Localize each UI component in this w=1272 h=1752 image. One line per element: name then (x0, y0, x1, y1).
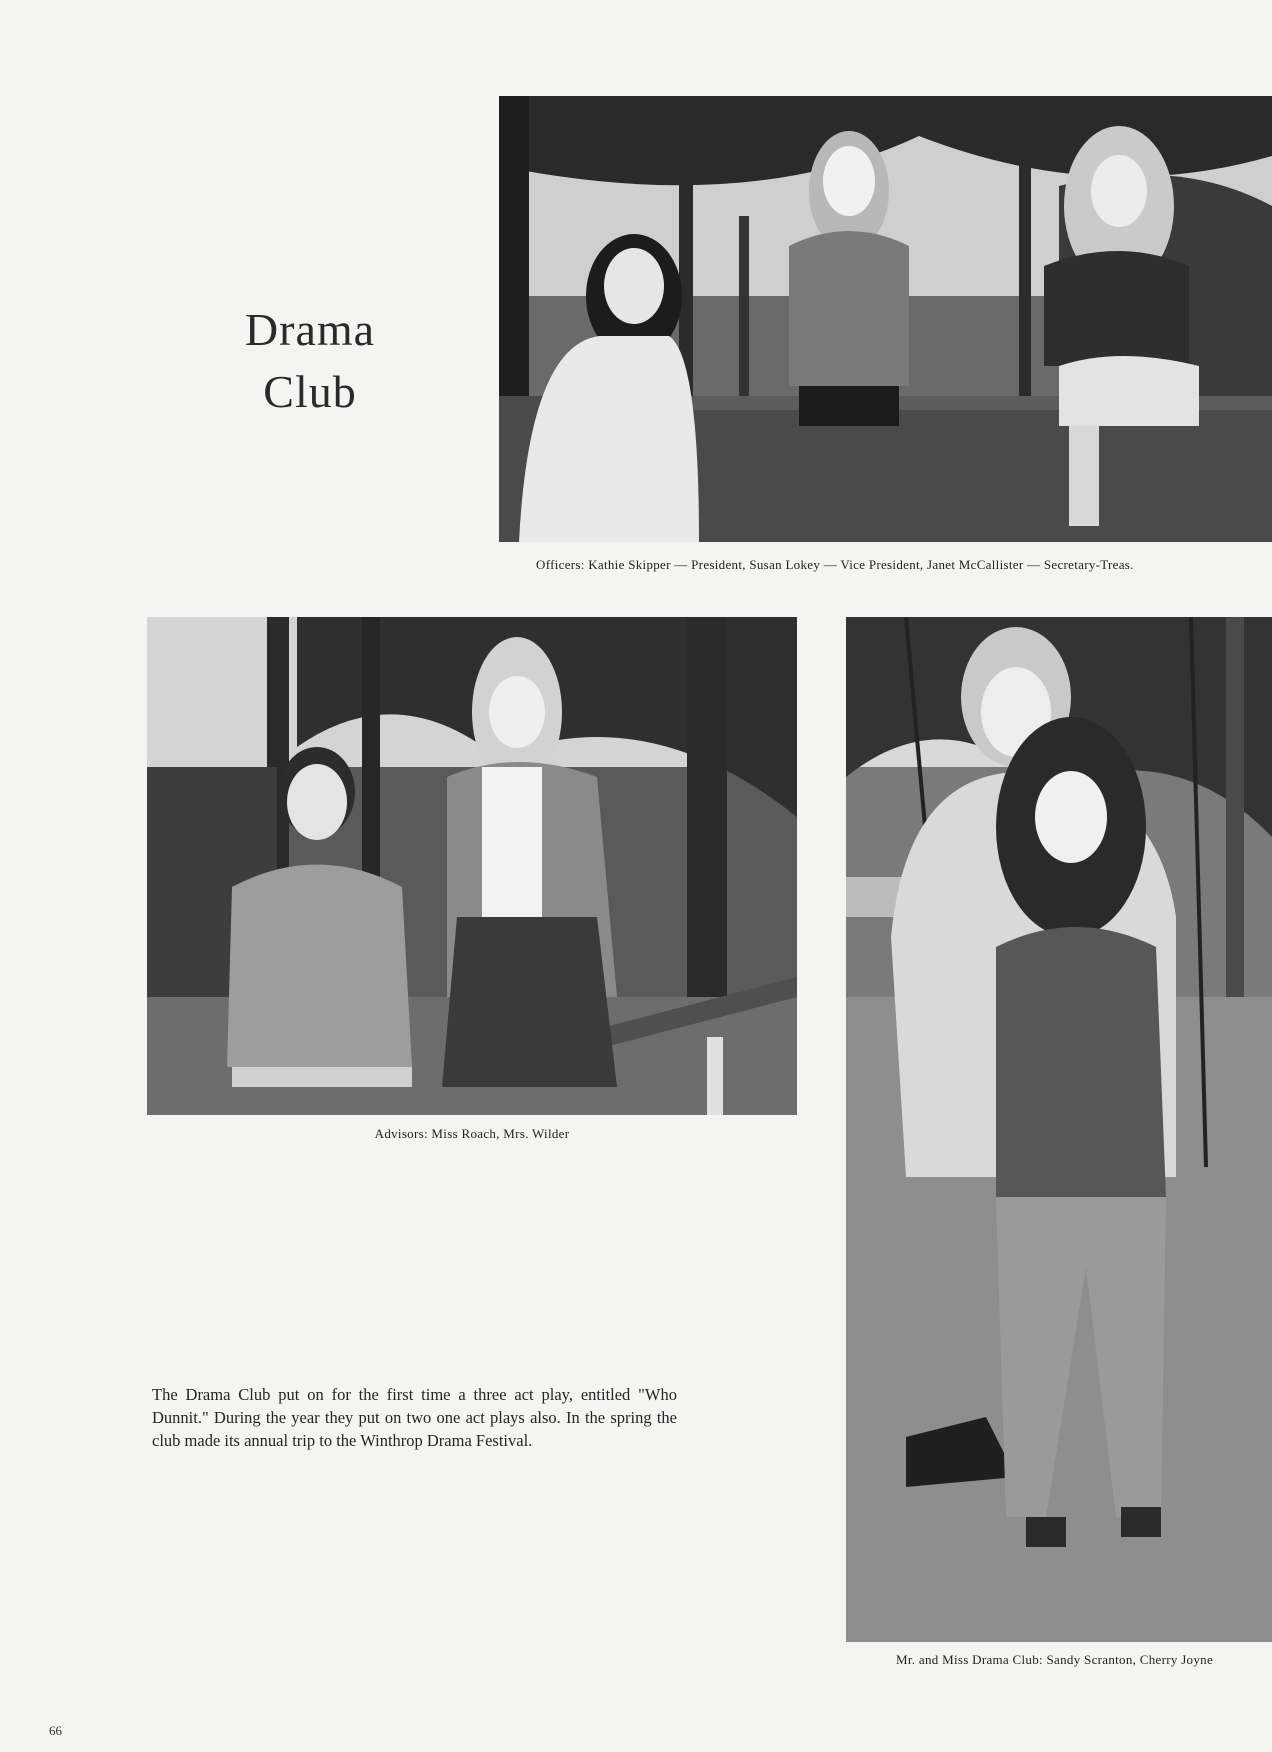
page-number: 66 (49, 1723, 62, 1738)
drama-club-description: The Drama Club put on for the first time a three act play, entitled "Who Dunnit." During the year they put on two one act plays also. In the spring the club made its annual trip to the Winthrop Drama Festival. (152, 1384, 677, 1450)
officers-caption: Officers: Kathie Skipper — President, Susan Lokey — Vice President, Janet McCallister — Secretary-Treas. (536, 557, 1134, 572)
title-line-2: Club (263, 365, 357, 417)
advisors-photo (147, 617, 797, 1115)
mr-and-miss-photo-image (846, 617, 1272, 1642)
advisors-caption: Advisors: Miss Roach, Mrs. Wilder (374, 1126, 570, 1141)
mr-and-miss-caption: Mr. and Miss Drama Club: Sandy Scranton, Cherry Joyne (896, 1652, 1214, 1667)
officers-photo (499, 96, 1272, 542)
title-line-1: Drama (244, 303, 376, 355)
page-title (200, 299, 420, 423)
mr-and-miss-drama-club-photo (846, 617, 1272, 1642)
advisors-photo-image (147, 617, 797, 1115)
officers-photo-image (499, 96, 1272, 542)
